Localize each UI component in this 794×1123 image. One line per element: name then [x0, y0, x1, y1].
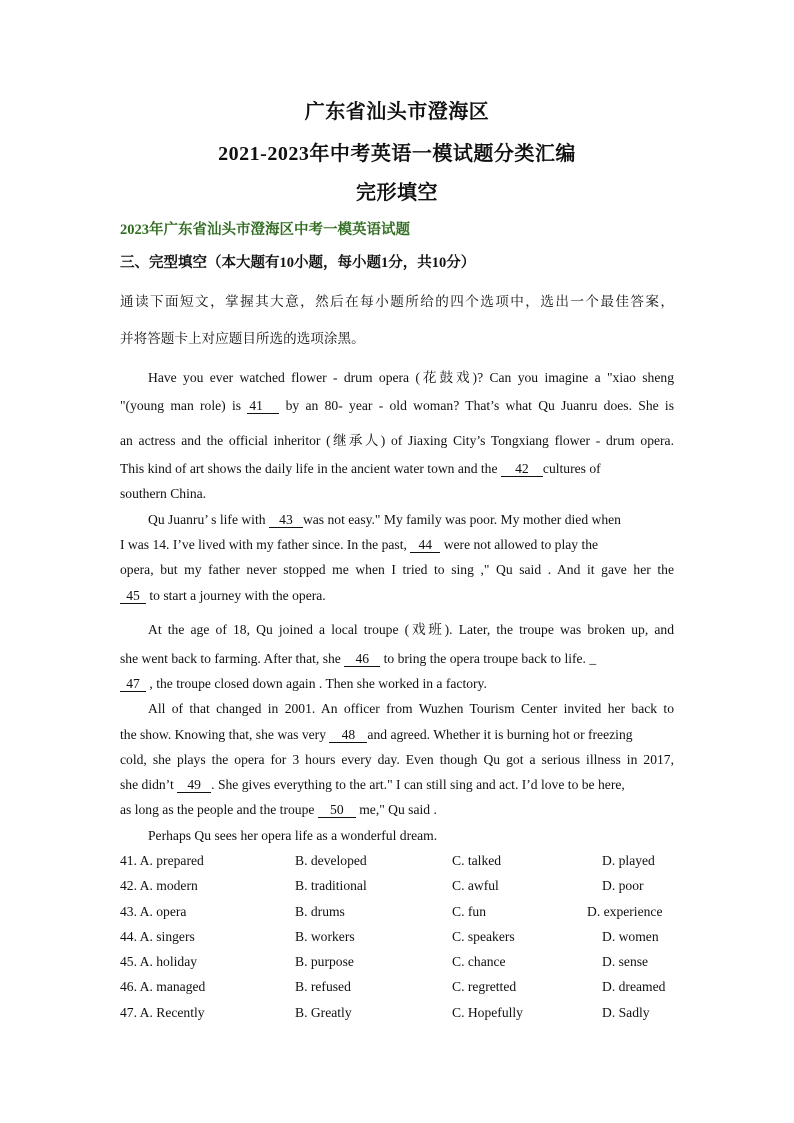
passage-line: [120, 676, 674, 692]
passage-text: I was 14. I’ve lived with my father since. In the past,: [120, 537, 411, 552]
passage-line: [120, 651, 674, 667]
option-row-42: [120, 878, 680, 898]
blank-49: 49: [177, 778, 211, 793]
passage-text: "(young man role) is: [120, 398, 248, 413]
blank-48: 48: [329, 728, 367, 743]
passage-text: was not easy." My family was poor. My mother died when: [302, 512, 621, 527]
option-c: C. awful: [452, 878, 499, 893]
passage-line: [120, 588, 674, 604]
option-row-43: [120, 904, 680, 924]
option-d: D. poor: [602, 878, 644, 893]
option-a: 47. A. Recently: [120, 1005, 205, 1020]
option-b: B. drums: [295, 904, 345, 919]
passage-line: All of that changed in 2001. An officer from Wuzhen Tourism Center invited her back to: [148, 701, 674, 716]
passage-line: [120, 461, 674, 477]
option-c: C. regretted: [452, 979, 517, 994]
option-row-47: [120, 1005, 680, 1025]
blank-46: 46: [344, 652, 380, 667]
option-b: B. traditional: [295, 878, 367, 893]
passage-line: Perhaps Qu sees her opera life as a wonderful dream.: [148, 828, 438, 843]
passage-line: [120, 802, 674, 818]
passage-line: Have you ever watched flower - drum opera (花鼓戏)? Can you imagine a "xiao sheng: [148, 370, 674, 385]
passage-line: [120, 398, 674, 414]
blank-47: 47: [120, 677, 146, 692]
option-c: C. fun: [452, 904, 486, 919]
option-d: D. sense: [602, 954, 649, 969]
passage-text: she didn’t: [120, 777, 178, 792]
doc-title-topic: 完形填空: [356, 182, 438, 204]
option-c: C. Hopefully: [452, 1005, 523, 1020]
option-d: D. Sadly: [602, 1005, 650, 1020]
doc-title-collection: 2021-2023年中考英语一模试题分类汇编: [218, 143, 576, 165]
passage-text: by an 80- year - old woman? That’s what Qu Juanru does. She is: [279, 398, 674, 413]
instructions-line-1: 通读下面短文，掌握其大意，然后在每小题所给的四个选项中，选出一个最佳答案，: [120, 294, 674, 309]
passage-text: to bring the opera troupe back to life. _: [380, 651, 597, 666]
passage-line: cold, she plays the opera for 3 hours every day. Even though Qu got a serious illness in 2017,: [120, 752, 674, 767]
passage-line: At the age of 18, Qu joined a local troupe (戏班). Later, the troupe was broken up, and: [148, 622, 674, 637]
passage-text: , the troupe closed down again . Then she worked in a factory.: [146, 676, 487, 691]
option-row-45: [120, 954, 680, 974]
passage-text: Qu Juanru’ s life with: [148, 512, 269, 527]
option-d: D. played: [602, 853, 655, 868]
passage-text: This kind of art shows the daily life in the ancient water town and the: [120, 461, 501, 476]
blank-44: 44: [410, 538, 440, 553]
passage-text: to start a journey with the opera.: [146, 588, 326, 603]
option-c: C. chance: [452, 954, 506, 969]
option-row-41: [120, 853, 680, 873]
blank-43: 43: [269, 513, 303, 528]
doc-title-region: 广东省汕头市澄海区: [304, 101, 490, 123]
passage-text: she went back to farming. After that, she: [120, 651, 345, 666]
option-b: B. refused: [295, 979, 351, 994]
passage-line: [120, 537, 674, 553]
passage-text: . She gives everything to the art." I can still sing and act. I’d love to be here,: [211, 777, 625, 792]
option-b: B. purpose: [295, 954, 354, 969]
option-c: C. speakers: [452, 929, 515, 944]
passage-line: [120, 727, 674, 743]
option-row-46: [120, 979, 680, 999]
exam-source-heading: 2023年广东省汕头市澄海区中考一模英语试题: [120, 222, 410, 238]
passage-text: and agreed. Whether it is burning hot or freezing: [367, 727, 633, 742]
passage-line: southern China.: [120, 486, 207, 501]
option-d: D. women: [602, 929, 659, 944]
option-b: B. developed: [295, 853, 367, 868]
option-d: D. experience: [587, 904, 663, 919]
passage-text: me," Qu said .: [355, 802, 437, 817]
option-d: D. dreamed: [602, 979, 666, 994]
option-a: 41. A. prepared: [120, 853, 204, 868]
section-heading: 三、完型填空（本大题有10小题，每小题1分，共10分）: [120, 255, 476, 271]
option-a: 43. A. opera: [120, 904, 187, 919]
option-a: 44. A. singers: [120, 929, 195, 944]
blank-50: 50: [318, 803, 356, 818]
blank-45: 45: [120, 589, 146, 604]
passage-line: an actress and the official inheritor (继承人) of Jiaxing City’s Tongxiang flower - drum opera.: [120, 433, 674, 448]
blank-41: 41: [247, 399, 279, 414]
passage-line: opera, but my father never stopped me when I tried to sing ," Qu said . And it gave her the: [120, 562, 674, 577]
option-row-44: [120, 929, 680, 949]
passage-text: cultures of: [542, 461, 601, 476]
option-a: 42. A. modern: [120, 878, 198, 893]
option-a: 46. A. managed: [120, 979, 206, 994]
instructions-line-2: 并将答题卡上对应题目所选的选项涂黑。: [120, 331, 365, 346]
passage-text: as long as the people and the troupe: [120, 802, 318, 817]
option-c: C. talked: [452, 853, 502, 868]
passage-line: [148, 512, 674, 528]
passage-text: were not allowed to play the: [440, 537, 599, 552]
passage-text: the show. Knowing that, she was very: [120, 727, 330, 742]
option-a: 45. A. holiday: [120, 954, 198, 969]
blank-42: 42: [501, 462, 543, 477]
option-b: B. Greatly: [295, 1005, 352, 1020]
option-b: B. workers: [295, 929, 355, 944]
passage-line: [120, 777, 674, 793]
